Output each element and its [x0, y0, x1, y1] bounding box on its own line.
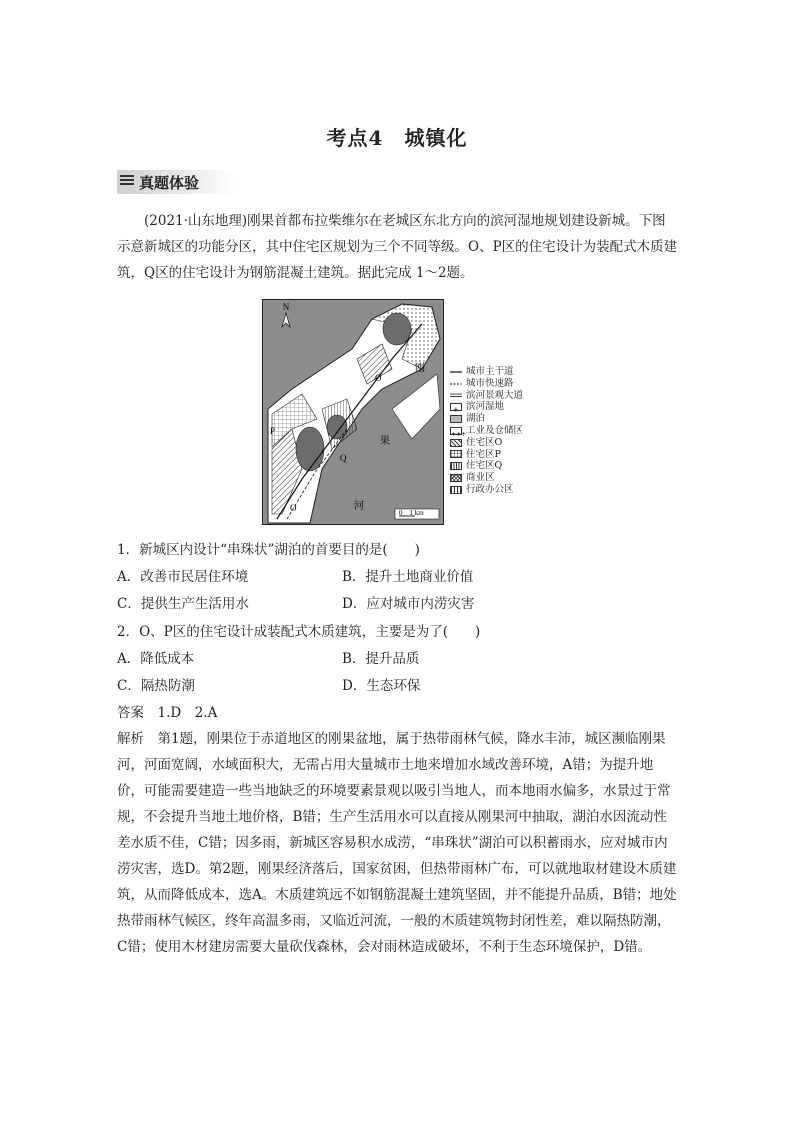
- legend-item: +++ 工业及仓储区: [451, 424, 524, 438]
- q1-option-b: B．提升土地商业价值: [342, 569, 474, 585]
- map-legend: [450, 366, 523, 496]
- section-label: 真题体验: [139, 174, 200, 192]
- map-label-gang: 刚: [415, 363, 425, 374]
- q2-option-b: B．提升品质: [342, 651, 420, 667]
- north-label: N: [282, 302, 290, 312]
- map-label-o2: O: [375, 373, 382, 383]
- question-1-stem: 1．新城区内设计“串珠状”湖泊的首要目的是( ): [117, 542, 420, 558]
- legend-item: 行政办公区: [450, 484, 523, 496]
- legend-item: 湖泊: [450, 413, 523, 425]
- legend-item: 滨河景观大道: [466, 389, 524, 401]
- legend-item: + 滨河湿地: [450, 401, 523, 413]
- page-title: 考点4 城镇化: [326, 126, 468, 150]
- analysis-paragraph: 解析 第1题，刚果位于赤道地区的刚果盆地，属于热带雨林气候，降水丰沛，城区濒临刚果河，河面宽阔，水域面积大，无需占用大量城市土地来增加水域改善环境，A错；为提升地价，可能需要建造一些当地缺乏的环境要素景观以吸引当地人，而本地雨水偏多，水景过于常规，不会提升当地土地价格，B错；生产生活用水可以直接从刚果河中抽取，湖泊水因流动性差水质不佳，C错；因多雨，新城区容易积水成涝，“串珠状”湖泊可以积蓄雨水，应对城市内涝灾害，选D。第2题，刚果经济落后，国家贫困，但热带雨林广布，可以就地取材建设木质建筑，从而降低成本，选A。木质建筑远不如钢筋混凝土建筑坚固，并不能提升品质，B错；地处热带雨林气候区，终年高温多雨，又临近河流，一般的木质建筑物封闭性差，难以隔热防潮，C错；使用木材建房需要大量砍伐森林，会对雨林造成破坏，不利于生态环境保护，D错。: [117, 731, 677, 955]
- q1-option-c: C．提供生产生活用水: [117, 596, 249, 612]
- map-label-o1: O: [290, 503, 297, 513]
- q2-option-c: C．隔热防潮: [117, 678, 195, 694]
- map-label-guo: 果: [380, 436, 390, 447]
- map-label-q: Q: [340, 453, 347, 463]
- new-city-map: [262, 299, 444, 525]
- scale-label: 0 1 km: [399, 509, 424, 517]
- q2-option-d: D．生态环保: [342, 678, 421, 694]
- q1-option-a: A．改善市民居住环境: [117, 569, 249, 585]
- legend-item: 住宅区O: [450, 437, 523, 449]
- list-icon: [120, 175, 134, 188]
- legend-item: 城市快速路: [466, 377, 514, 389]
- map-label-he: 河: [354, 501, 364, 512]
- map-figure: [262, 299, 444, 525]
- legend-item: 住宅区Q: [450, 460, 523, 472]
- section-header: [117, 170, 235, 194]
- legend-item: 城市主干道: [466, 366, 514, 377]
- question-2-stem: 2．O、P区的住宅设计成装配式木质建筑，主要是为了( ): [117, 624, 481, 640]
- answer-line: 答案 1.D 2.A: [117, 705, 218, 721]
- q1-option-d: D．应对城市内涝灾害: [342, 596, 475, 612]
- svg-text:+++: +++: [451, 430, 467, 438]
- intro-paragraph: (2021·山东地理)刚果首都布拉柴维尔在老城区东北方向的滨河湿地规划建设新城。下图示意新城区的功能分区，其中住宅区规划为三个不同等级。O、P区的住宅设计为装配式木质建筑，Q区的住宅设计为钢筋混凝土建筑。据此完成 1～2题。: [117, 213, 678, 281]
- map-label-p: P: [270, 426, 276, 436]
- legend-item: 住宅区P: [450, 449, 523, 461]
- svg-text:+: +: [453, 406, 459, 415]
- q2-option-a: A．降低成本: [117, 651, 195, 667]
- legend-item: 商业区: [450, 472, 523, 484]
